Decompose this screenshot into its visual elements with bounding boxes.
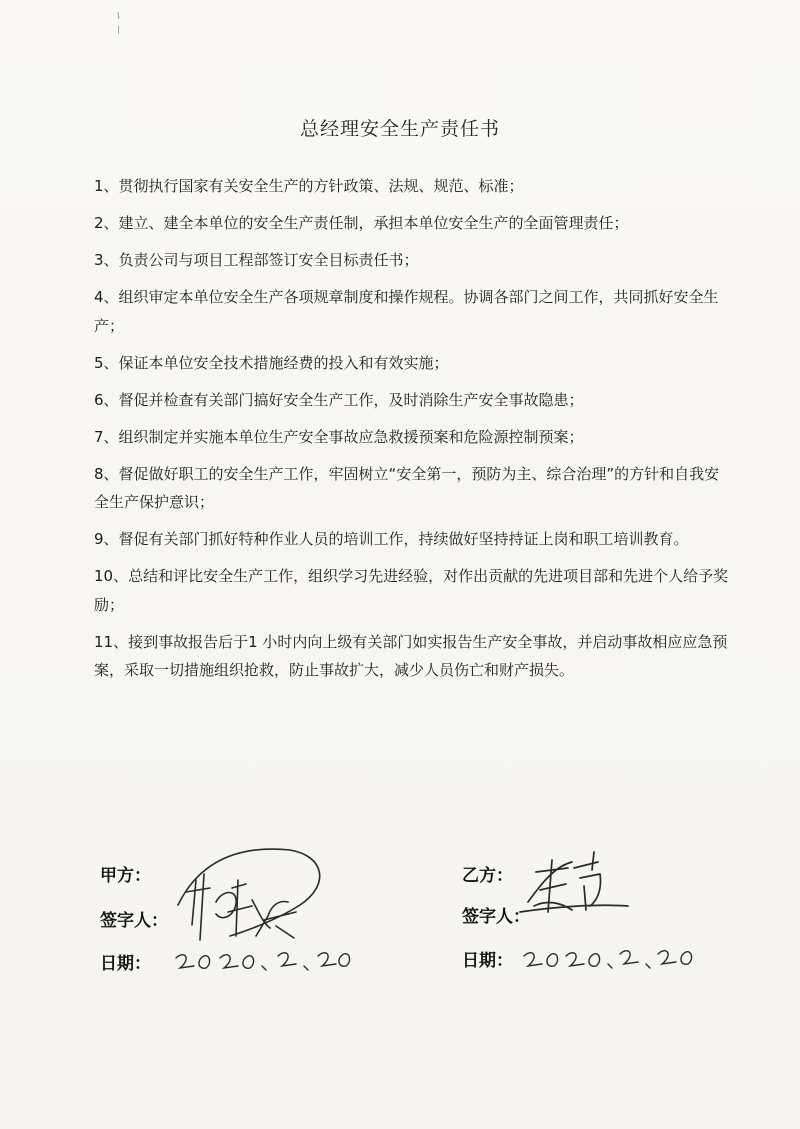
party-b-signature bbox=[520, 852, 628, 912]
party-a-label: 甲方： bbox=[100, 866, 151, 886]
clause-item: 5、保证本单位安全技术措施经费的投入和有效实施； bbox=[94, 353, 449, 372]
clause-item: 1、贯彻执行国家有关安全生产的方针政策、法规、规范、标准； bbox=[94, 177, 524, 195]
clause-item: 2、建立、建全本单位的安全生产责任制，承担本单位安全生产的全面管理责任； bbox=[94, 214, 629, 232]
party-b-label: 乙方： bbox=[462, 866, 513, 886]
clause-item: 10、总结和评比安全生产工作，组织学习先进经验，对作出贡献的先进项目部和先进个人给予奖励； bbox=[94, 567, 729, 614]
clause-item: 7、组织制定并实施本单位生产安全事故应急救援预案和危险源控制预案； bbox=[94, 427, 584, 446]
party-a-signature bbox=[178, 849, 320, 940]
clause-item: 4、组织审定本单位安全生产各项规章制度和操作规程。协调各部门之间工作，共同抓好安全生产； bbox=[94, 288, 719, 335]
clause-item: 6、督促并检查有关部门搞好安全生产工作，及时消除生产安全事故隐患； bbox=[94, 390, 584, 409]
party-b-date-label: 日期： bbox=[462, 951, 513, 971]
clause-item: 11、接到事故报告后于1 小时内向上级有关部门如实报告生产安全事故，并启动事故相应应急预案，采取一切措施组织抢救，防止事故扩大，减少人员伤亡和财产损失。 bbox=[94, 632, 728, 679]
clause-list bbox=[94, 172, 734, 693]
paper-mark bbox=[117, 12, 120, 34]
clause-item: 8、督促做好职工的安全生产工作，牢固树立“安全第一，预防为主、综合治理”的方针和自我安全生产保护意识； bbox=[94, 464, 720, 511]
party-a-date-label: 日期： bbox=[100, 954, 151, 974]
document-title: 总经理安全生产责任书 bbox=[299, 118, 500, 140]
party-b-signer-label: 签字人： bbox=[462, 907, 530, 927]
party-a-handwritten-date bbox=[176, 953, 350, 970]
party-b-handwritten-date bbox=[524, 951, 692, 968]
clause-item: 9、督促有关部门抓好特种作业人员的培训工作，持续做好坚持持证上岗和职工培训教育。 bbox=[94, 530, 689, 548]
party-a-signer-label: 签字人： bbox=[100, 911, 168, 931]
clause-item: 3、负责公司与项目工程部签订安全目标责任书； bbox=[94, 251, 419, 269]
